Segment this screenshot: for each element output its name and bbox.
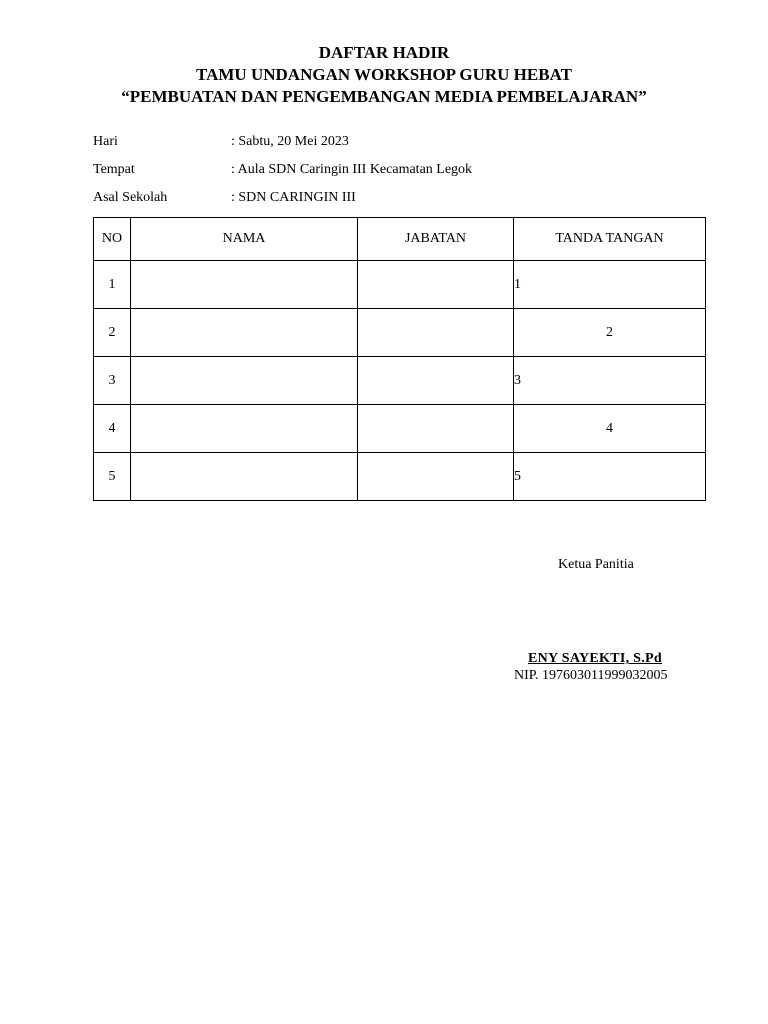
name-cell bbox=[131, 405, 358, 453]
row-number: 5 bbox=[94, 453, 131, 501]
name-cell bbox=[131, 261, 358, 309]
info-value-hari: : Sabtu, 20 Mei 2023 bbox=[231, 134, 349, 149]
signature-cell: 1 bbox=[514, 261, 706, 309]
name-cell bbox=[131, 357, 358, 405]
table-row bbox=[94, 309, 706, 357]
position-cell bbox=[358, 309, 514, 357]
document-title: DAFTAR HADIR bbox=[318, 43, 450, 62]
header-jabatan: JABATAN bbox=[358, 218, 514, 261]
position-cell bbox=[358, 261, 514, 309]
name-cell bbox=[131, 309, 358, 357]
name-cell bbox=[131, 453, 358, 501]
header-tanda-tangan: TANDA TANGAN bbox=[514, 218, 706, 261]
header-nama: NAMA bbox=[131, 218, 358, 261]
signature-cell: 4 bbox=[514, 405, 706, 453]
info-row-hari bbox=[93, 133, 349, 151]
signature-cell: 2 bbox=[514, 309, 706, 357]
table-row bbox=[94, 453, 706, 501]
info-row-asal-sekolah bbox=[93, 189, 356, 207]
info-value-asal-sekolah: : SDN CARINGIN III bbox=[231, 190, 356, 205]
signature-cell: 3 bbox=[514, 357, 706, 405]
attendance-table bbox=[93, 217, 706, 501]
document-subtitle: TAMU UNDANGAN WORKSHOP GURU HEBAT bbox=[196, 65, 572, 84]
table-header-row bbox=[94, 218, 706, 261]
position-cell bbox=[358, 357, 514, 405]
info-label-hari: Hari bbox=[93, 134, 118, 149]
table-row bbox=[94, 405, 706, 453]
position-cell bbox=[358, 453, 514, 501]
row-number: 3 bbox=[94, 357, 131, 405]
table-row bbox=[94, 261, 706, 309]
header-no: NO bbox=[94, 218, 131, 261]
signer-name: ENY SAYEKTI, S.Pd bbox=[528, 651, 662, 666]
info-value-tempat: : Aula SDN Caringin III Kecamatan Legok bbox=[231, 162, 473, 177]
row-number: 2 bbox=[94, 309, 131, 357]
info-label-asal-sekolah: Asal Sekolah bbox=[93, 190, 168, 205]
info-label-tempat: Tempat bbox=[93, 162, 135, 177]
position-cell bbox=[358, 405, 514, 453]
info-row-tempat bbox=[93, 161, 472, 179]
document-event-title: “PEMBUATAN DAN PENGEMBANGAN MEDIA PEMBELAJARAN” bbox=[121, 87, 647, 106]
signature-cell: 5 bbox=[514, 453, 706, 501]
row-number: 1 bbox=[94, 261, 131, 309]
signer-nip: NIP. 197603011999032005 bbox=[514, 668, 668, 683]
signature-role: Ketua Panitia bbox=[558, 557, 634, 572]
table-row bbox=[94, 357, 706, 405]
row-number: 4 bbox=[94, 405, 131, 453]
